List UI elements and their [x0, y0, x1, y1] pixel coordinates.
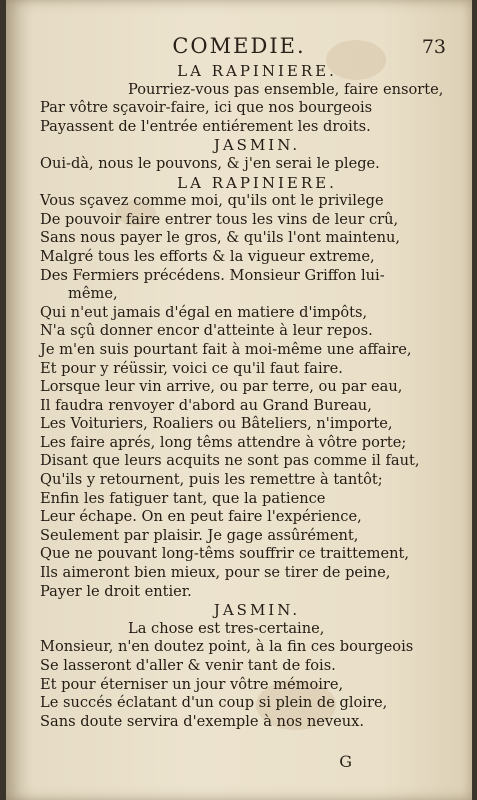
- running-title: COMEDIE.: [172, 34, 306, 58]
- verse-line: Que ne pouvant long-têms souffrir ce traittement,: [40, 545, 409, 563]
- verse-line: Le succés éclatant d'un coup si plein de gloire,: [40, 694, 388, 712]
- verse-line: Je m'en suis pourtant fait à moi-même une affaire,: [40, 340, 412, 358]
- verse-line: Enfin les fatiguer tant, que la patience: [40, 489, 326, 507]
- verse-line: Qui n'eut jamais d'égal en matiere d'impôts,: [40, 303, 368, 321]
- verse-line: Payassent de l'entrée entiérement les droits.: [40, 117, 371, 135]
- verse-line: Seulement par plaisir. Je gage assûrément,: [40, 526, 359, 544]
- verse-line: Sans nous payer le gros, & qu'ils l'ont maintenu,: [40, 229, 401, 247]
- verse-line: Lorsque leur vin arrive, ou par terre, ou par eau,: [40, 378, 403, 396]
- page-number: 73: [421, 36, 446, 58]
- verse-line: Pourriez-vous pas ensemble, faire ensorte,: [128, 80, 444, 98]
- verse-line: Disant que leurs acquits ne sont pas comme il faut,: [40, 452, 420, 470]
- play-text: [40, 62, 454, 731]
- speaker-name: JASMIN.: [213, 136, 301, 155]
- verse-line: Qu'ils y retournent, puis les remettre à tantôt;: [40, 471, 383, 489]
- verse-line: même,: [68, 285, 118, 303]
- book-page: [6, 0, 472, 800]
- speaker-name: JASMIN.: [213, 601, 301, 620]
- verse-line: De pouvoir faire entrer tous les vins de leur crû,: [40, 210, 399, 228]
- speaker-name: LA RAPINIERE.: [177, 173, 337, 192]
- verse-line: La chose est tres-certaine,: [128, 619, 325, 637]
- verse-line: Payer le droit entier.: [40, 582, 192, 600]
- verse-line: Oui-dà, nous le pouvons, & j'en serai le plege.: [40, 154, 380, 172]
- verse-line: N'a sçû donner encor d'atteinte à leur repos.: [40, 322, 373, 340]
- verse-line: Malgré tous les efforts & la vigueur extreme,: [40, 247, 375, 265]
- verse-line: Se lasseront d'aller & venir tant de fois.: [40, 657, 336, 674]
- speaker-name: LA RAPINIERE.: [177, 62, 337, 80]
- verse-line: Monsieur, n'en doutez point, à la fin ces bourgeois: [40, 638, 414, 656]
- verse-line: Les Voituriers, Roaliers ou Bâteliers, n'importe,: [40, 415, 393, 433]
- verse-line: Des Fermiers précédens. Monsieur Griffon lui-: [40, 266, 385, 284]
- verse-line: Sans doute servira d'exemple à nos neveux.: [40, 712, 365, 730]
- verse-line: Ils aimeront bien mieux, pour se tirer de peine,: [40, 564, 391, 582]
- verse-line: Et pour éterniser un jour vôtre mémoire,: [40, 675, 344, 693]
- verse-line: Il faudra renvoyer d'abord au Grand Bureau,: [40, 396, 372, 414]
- page-header: [6, 30, 472, 64]
- verse-line: Les faire aprés, long têms attendre à vôtre porte;: [40, 433, 407, 451]
- verse-line: Par vôtre sçavoir-faire, ici que nos bourgeois: [40, 99, 373, 117]
- verse-line: Vous sçavez comme moi, qu'ils ont le privilege: [40, 192, 384, 210]
- verse-line: Leur échape. On en peut faire l'expérience,: [40, 508, 362, 526]
- verse-line: Et pour y réüssir, voici ce qu'il faut faire.: [40, 359, 343, 377]
- signature-mark: G: [339, 752, 352, 771]
